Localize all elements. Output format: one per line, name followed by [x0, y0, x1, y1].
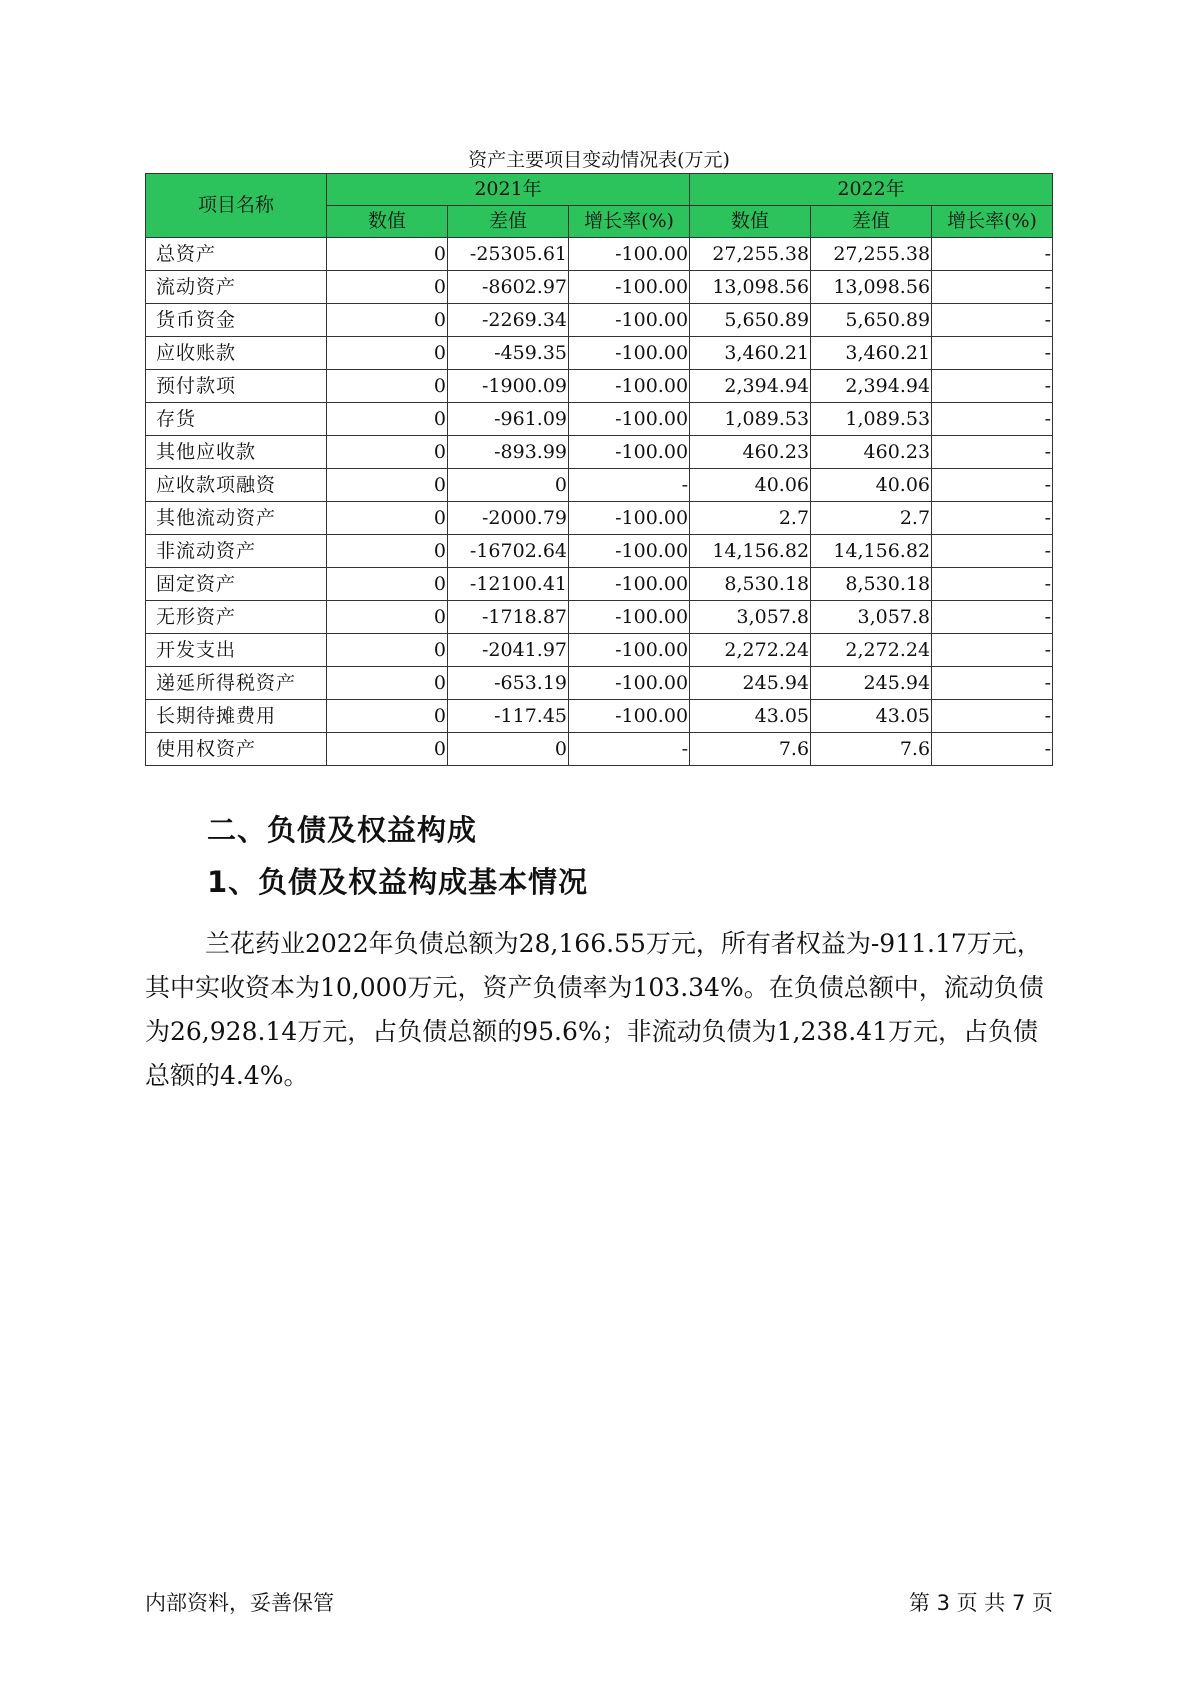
table-row	[146, 337, 1053, 370]
cell-g2022: -	[932, 535, 1053, 568]
cell-d2021: -2269.34	[448, 304, 569, 337]
cell-v2021: 0	[327, 700, 448, 733]
table-row	[146, 568, 1053, 601]
cell-v2021: 0	[327, 469, 448, 502]
row-item-name: 固定资产	[146, 568, 327, 601]
cell-g2022: -	[932, 502, 1053, 535]
row-item-name: 其他应收款	[146, 436, 327, 469]
row-item-name: 非流动资产	[146, 535, 327, 568]
cell-d2021: -653.19	[448, 667, 569, 700]
cell-d2022: 7.6	[811, 733, 932, 766]
cell-d2021: -893.99	[448, 436, 569, 469]
cell-d2022: 2,272.24	[811, 634, 932, 667]
cell-v2022: 27,255.38	[690, 238, 811, 271]
cell-v2022: 13,098.56	[690, 271, 811, 304]
cell-d2022: 43.05	[811, 700, 932, 733]
header-year-2022: 2022年	[690, 174, 1053, 206]
cell-d2021: -8602.97	[448, 271, 569, 304]
cell-d2022: 3,057.8	[811, 601, 932, 634]
cell-d2021: 0	[448, 469, 569, 502]
row-item-name: 应收款项融资	[146, 469, 327, 502]
cell-v2022: 43.05	[690, 700, 811, 733]
header-item-name: 项目名称	[146, 174, 327, 238]
row-item-name: 开发支出	[146, 634, 327, 667]
cell-g2021: -100.00	[569, 304, 690, 337]
cell-g2021: -100.00	[569, 436, 690, 469]
table-row	[146, 403, 1053, 436]
table-row	[146, 667, 1053, 700]
cell-d2021: -961.09	[448, 403, 569, 436]
footer-confidential: 内部资料，妥善保管	[145, 1591, 334, 1615]
cell-d2021: -117.45	[448, 700, 569, 733]
cell-v2021: 0	[327, 601, 448, 634]
row-item-name: 应收账款	[146, 337, 327, 370]
body-paragraph: 兰花药业2022年负债总额为28,166.55万元，所有者权益为-911.17万元，其中实收资本为10,000万元，资产负债率为103.34%。在负债总额中，流动负债为26,928.14万元，占负债总额的95.6%；非流动负债为1,238.41万元，占负债总额的4.4%。	[145, 929, 1044, 1090]
cell-d2021: -2041.97	[448, 634, 569, 667]
cell-v2022: 14,156.82	[690, 535, 811, 568]
cell-g2022: -	[932, 667, 1053, 700]
footer-page-number: 第 3 页 共 7 页	[908, 1591, 1053, 1615]
cell-v2021: 0	[327, 667, 448, 700]
table-row	[146, 634, 1053, 667]
cell-g2022: -	[932, 403, 1053, 436]
header-year-2021: 2021年	[327, 174, 690, 206]
cell-g2021: -100.00	[569, 535, 690, 568]
table-row	[146, 700, 1053, 733]
cell-g2021: -	[569, 733, 690, 766]
cell-g2022: -	[932, 700, 1053, 733]
header-value-2021: 数值	[327, 206, 448, 238]
cell-d2022: 8,530.18	[811, 568, 932, 601]
row-item-name: 货币资金	[146, 304, 327, 337]
cell-v2021: 0	[327, 502, 448, 535]
cell-g2022: -	[932, 634, 1053, 667]
cell-v2021: 0	[327, 271, 448, 304]
table-row	[146, 502, 1053, 535]
table-row	[146, 601, 1053, 634]
table-row	[146, 238, 1053, 271]
cell-v2022: 460.23	[690, 436, 811, 469]
cell-g2022: -	[932, 304, 1053, 337]
cell-d2022: 5,650.89	[811, 304, 932, 337]
cell-d2021: -25305.61	[448, 238, 569, 271]
cell-d2021: -16702.64	[448, 535, 569, 568]
header-diff-2021: 差值	[448, 206, 569, 238]
cell-v2021: 0	[327, 304, 448, 337]
cell-g2022: -	[932, 733, 1053, 766]
cell-d2021: -2000.79	[448, 502, 569, 535]
cell-v2022: 8,530.18	[690, 568, 811, 601]
table-row	[146, 535, 1053, 568]
cell-g2021: -100.00	[569, 634, 690, 667]
cell-d2022: 14,156.82	[811, 535, 932, 568]
cell-g2022: -	[932, 370, 1053, 403]
cell-d2021: -459.35	[448, 337, 569, 370]
cell-g2022: -	[932, 601, 1053, 634]
table-row	[146, 469, 1053, 502]
cell-v2022: 7.6	[690, 733, 811, 766]
cell-v2022: 3,460.21	[690, 337, 811, 370]
row-item-name: 无形资产	[146, 601, 327, 634]
cell-g2021: -100.00	[569, 667, 690, 700]
cell-v2021: 0	[327, 403, 448, 436]
cell-d2022: 13,098.56	[811, 271, 932, 304]
cell-d2022: 2,394.94	[811, 370, 932, 403]
cell-g2021: -100.00	[569, 700, 690, 733]
row-item-name: 其他流动资产	[146, 502, 327, 535]
cell-v2021: 0	[327, 337, 448, 370]
cell-g2021: -100.00	[569, 337, 690, 370]
cell-d2022: 1,089.53	[811, 403, 932, 436]
cell-v2022: 1,089.53	[690, 403, 811, 436]
table-caption: 资产主要项目变动情况表(万元)	[468, 149, 730, 171]
cell-v2022: 245.94	[690, 667, 811, 700]
cell-g2022: -	[932, 337, 1053, 370]
cell-v2021: 0	[327, 436, 448, 469]
cell-v2022: 5,650.89	[690, 304, 811, 337]
table-row	[146, 733, 1053, 766]
row-item-name: 长期待摊费用	[146, 700, 327, 733]
row-item-name: 存货	[146, 403, 327, 436]
cell-v2022: 2,394.94	[690, 370, 811, 403]
cell-v2021: 0	[327, 733, 448, 766]
cell-d2022: 3,460.21	[811, 337, 932, 370]
asset-change-table	[145, 173, 1053, 766]
cell-g2021: -100.00	[569, 370, 690, 403]
cell-g2022: -	[932, 238, 1053, 271]
header-value-2022: 数值	[690, 206, 811, 238]
table-row	[146, 271, 1053, 304]
cell-v2021: 0	[327, 634, 448, 667]
row-item-name: 预付款项	[146, 370, 327, 403]
cell-g2021: -100.00	[569, 601, 690, 634]
table-row	[146, 370, 1053, 403]
cell-v2022: 40.06	[690, 469, 811, 502]
cell-d2022: 2.7	[811, 502, 932, 535]
cell-d2022: 40.06	[811, 469, 932, 502]
header-diff-2022: 差值	[811, 206, 932, 238]
cell-d2021: -1718.87	[448, 601, 569, 634]
section-subheading: 1、负债及权益构成基本情况	[207, 865, 589, 899]
cell-g2021: -100.00	[569, 403, 690, 436]
header-growth-2021: 增长率(%)	[569, 206, 690, 238]
cell-g2021: -100.00	[569, 502, 690, 535]
cell-g2022: -	[932, 436, 1053, 469]
cell-v2022: 2,272.24	[690, 634, 811, 667]
cell-d2021: 0	[448, 733, 569, 766]
cell-d2021: -12100.41	[448, 568, 569, 601]
cell-g2021: -	[569, 469, 690, 502]
cell-g2022: -	[932, 271, 1053, 304]
row-item-name: 使用权资产	[146, 733, 327, 766]
row-item-name: 总资产	[146, 238, 327, 271]
cell-v2021: 0	[327, 568, 448, 601]
cell-v2021: 0	[327, 535, 448, 568]
cell-v2022: 3,057.8	[690, 601, 811, 634]
cell-g2021: -100.00	[569, 568, 690, 601]
cell-d2021: -1900.09	[448, 370, 569, 403]
cell-v2021: 0	[327, 238, 448, 271]
table-body	[146, 238, 1053, 766]
cell-v2021: 0	[327, 370, 448, 403]
cell-g2021: -100.00	[569, 271, 690, 304]
section-heading: 二、负债及权益构成	[207, 813, 478, 847]
header-growth-2022: 增长率(%)	[932, 206, 1053, 238]
cell-g2022: -	[932, 469, 1053, 502]
row-item-name: 递延所得税资产	[146, 667, 327, 700]
cell-d2022: 460.23	[811, 436, 932, 469]
row-item-name: 流动资产	[146, 271, 327, 304]
cell-g2021: -100.00	[569, 238, 690, 271]
cell-d2022: 27,255.38	[811, 238, 932, 271]
table-row	[146, 304, 1053, 337]
cell-d2022: 245.94	[811, 667, 932, 700]
cell-v2022: 2.7	[690, 502, 811, 535]
table-row	[146, 436, 1053, 469]
cell-g2022: -	[932, 568, 1053, 601]
